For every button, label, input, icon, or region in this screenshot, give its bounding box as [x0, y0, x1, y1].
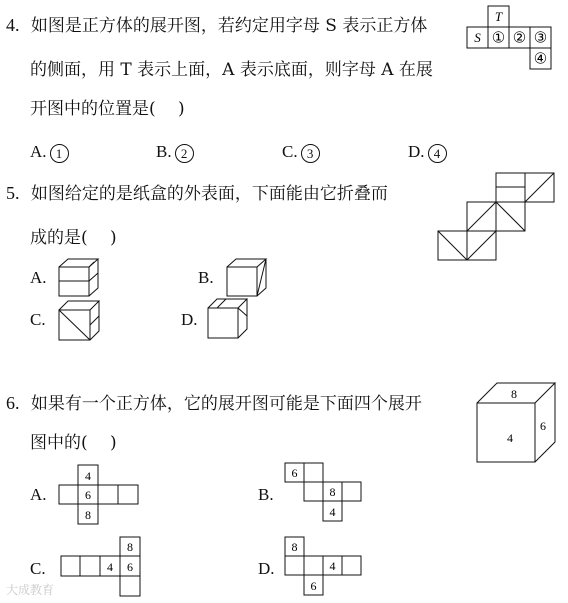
- q4-option-a-value: 1: [50, 144, 69, 163]
- q5-option-c-cube: [58, 300, 102, 342]
- q6-cube-top-label: 8: [511, 387, 517, 401]
- svg-text:6: 6: [127, 560, 133, 574]
- q4-label-s: S: [474, 30, 481, 45]
- q4-option-b[interactable]: B. 2: [156, 142, 194, 163]
- q6-option-a[interactable]: A.: [30, 485, 47, 504]
- q5-number: 5.: [6, 183, 20, 203]
- q6-number: 6.: [6, 393, 20, 413]
- q6-cube-figure: [476, 382, 558, 464]
- q6-line1: [6, 393, 422, 414]
- q4-label-4: ④: [533, 51, 548, 68]
- q6-option-b[interactable]: B.: [258, 485, 274, 504]
- q5-text-1: 如图给定的是纸盒的外表面，下面能由它折叠而: [30, 184, 388, 204]
- svg-text:6: 6: [291, 466, 298, 480]
- q6-line2: 图中的( ): [30, 433, 117, 453]
- q4-text-1: 如图是正方体的展开图，若约定用字母 S 表示正方体: [30, 16, 428, 36]
- q6-option-b-net: [284, 462, 366, 524]
- svg-text:4: 4: [107, 560, 113, 574]
- q4-option-d[interactable]: D. 4: [408, 142, 447, 163]
- q6-option-a-net: [58, 464, 140, 526]
- q5-line2: 成的是( ): [30, 228, 117, 248]
- q4-line2: 的侧面，用 T 表示上面，A 表示底面，则字母 A 在展: [30, 60, 433, 80]
- q6-option-c[interactable]: C.: [30, 559, 46, 578]
- q5-option-d-cube: [207, 298, 251, 340]
- svg-text:8: 8: [127, 540, 133, 554]
- q5-option-d[interactable]: D.: [181, 310, 198, 329]
- svg-text:6: 6: [85, 488, 91, 502]
- q5-option-a-cube: [58, 258, 102, 298]
- svg-text:4: 4: [85, 469, 91, 483]
- q4-label-t: T: [494, 9, 503, 24]
- q6-cube-front-label: 4: [507, 431, 513, 445]
- svg-text:8: 8: [85, 508, 91, 522]
- watermark: 大成教育: [6, 583, 55, 597]
- q4-line1: [6, 15, 427, 36]
- q4-option-b-value: 2: [175, 144, 194, 163]
- svg-text:4: 4: [329, 505, 336, 519]
- q5-line1: [6, 183, 388, 204]
- q4-option-c[interactable]: C. 3: [282, 142, 320, 163]
- q5-option-c[interactable]: C.: [30, 310, 46, 329]
- q5-option-b[interactable]: B.: [198, 268, 214, 287]
- q4-label-1: ①: [491, 30, 506, 47]
- q4-label-2: ②: [512, 30, 527, 47]
- q6-cube-right-label: 6: [540, 419, 546, 433]
- q5-option-a[interactable]: A.: [30, 268, 47, 287]
- q5-option-b-cube: [226, 258, 270, 298]
- q4-option-c-value: 3: [301, 144, 320, 163]
- q4-option-a[interactable]: A. 1: [30, 142, 69, 163]
- q4-label-3: ③: [533, 30, 548, 47]
- q6-option-d-net: [284, 536, 368, 598]
- q6-option-d[interactable]: D.: [258, 559, 275, 578]
- svg-text:8: 8: [329, 485, 336, 499]
- q6-text-1: 如果有一个正方体，它的展开图可能是下面四个展开: [30, 394, 422, 414]
- svg-text:6: 6: [310, 579, 317, 593]
- q4-option-d-value: 4: [428, 144, 447, 163]
- q5-net-figure: [437, 172, 557, 262]
- q4-net-figure: [466, 6, 556, 66]
- q4-line3: 开图中的位置是( ): [30, 99, 185, 119]
- q4-number: 4.: [6, 15, 20, 35]
- svg-text:4: 4: [329, 559, 336, 573]
- q6-option-c-net: [60, 536, 144, 598]
- svg-text:8: 8: [291, 540, 298, 554]
